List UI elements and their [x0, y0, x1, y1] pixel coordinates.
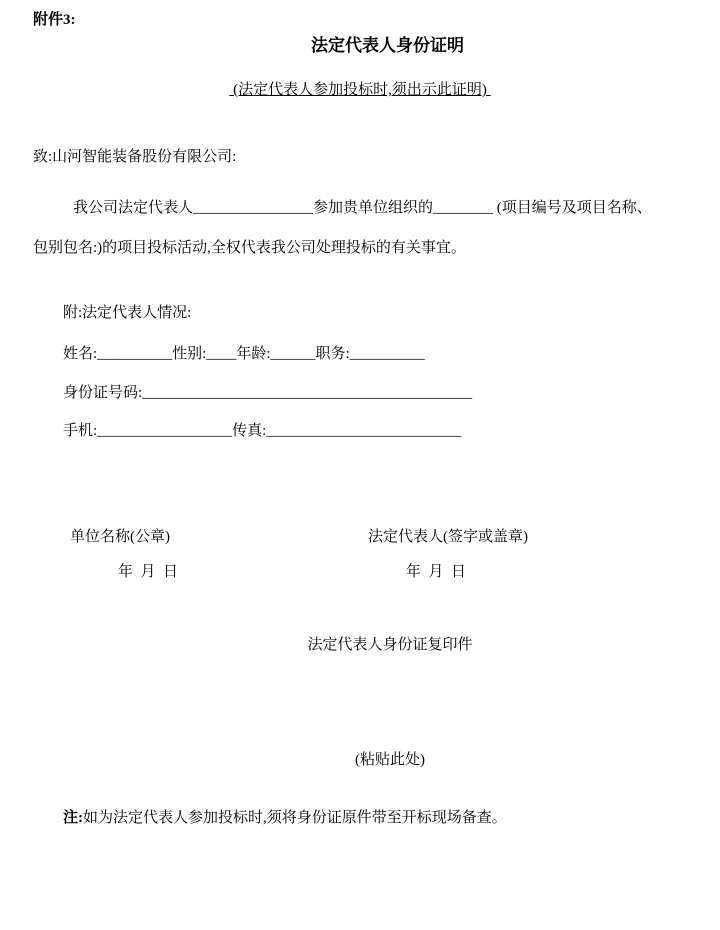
- rep-info-phone-line: [63, 421, 461, 441]
- fax-label: 传真:: [232, 423, 267, 439]
- fax-blank[interactable]: __________________________: [266, 423, 462, 439]
- duty-blank[interactable]: __________: [349, 346, 425, 362]
- gender-label: 性别:: [172, 346, 207, 362]
- project-name-blank[interactable]: ________: [433, 200, 494, 216]
- rep-signature-label: 法定代表人(签字或盖章): [368, 529, 528, 545]
- note-text: 如为法定代表人参加投标时,须将身份证原件带至开标现场备查。: [83, 810, 507, 826]
- mobile-blank[interactable]: __________________: [97, 423, 233, 439]
- date-line-right: 年 月 日: [406, 564, 467, 580]
- attachment-label: 附件3:: [33, 12, 76, 28]
- paste-here-label: (粘贴此处): [355, 752, 425, 768]
- legal-rep-name-blank[interactable]: ________________: [193, 200, 314, 216]
- date-line-left: 年 月 日: [118, 564, 179, 580]
- id-number-label: 身份证号码:: [63, 385, 143, 401]
- rep-info-name-line: [63, 344, 425, 364]
- body-text-3: (项目编号及项目名称、: [493, 200, 652, 216]
- company-seal-label: 单位名称(公章): [70, 529, 170, 545]
- age-label: 年龄:: [236, 346, 271, 362]
- addressee-line: 致:山河智能装备股份有限公司:: [33, 149, 237, 165]
- age-blank[interactable]: ______: [270, 346, 316, 362]
- rep-info-id-line: [63, 383, 472, 403]
- id-copy-title: 法定代表人身份证复印件: [307, 637, 473, 653]
- body-text-1: 我公司法定代表人: [73, 200, 194, 216]
- id-number-blank[interactable]: ____________________________________________: [142, 385, 473, 401]
- note-line: [63, 808, 507, 828]
- name-blank[interactable]: __________: [97, 346, 173, 362]
- body-paragraph-line1: [73, 198, 652, 218]
- gender-blank[interactable]: ____: [206, 346, 237, 362]
- mobile-label: 手机:: [63, 423, 98, 439]
- duty-label: 职务:: [315, 346, 350, 362]
- name-label: 姓名:: [63, 346, 98, 362]
- rep-info-heading: 附:法定代表人情况:: [63, 305, 192, 321]
- body-text-2: 参加贵单位组织的: [313, 200, 434, 216]
- document-title: 法定代表人身份证明: [311, 36, 464, 55]
- document-subtitle-text: (法定代表人参加投标时,须出示此证明): [229, 82, 491, 98]
- body-paragraph-line2: 包别包名:)的项目投标活动,全权代表我公司处理投标的有关事宜。: [33, 240, 466, 256]
- document-subtitle: [0, 80, 720, 100]
- note-prefix: 注:: [63, 810, 83, 826]
